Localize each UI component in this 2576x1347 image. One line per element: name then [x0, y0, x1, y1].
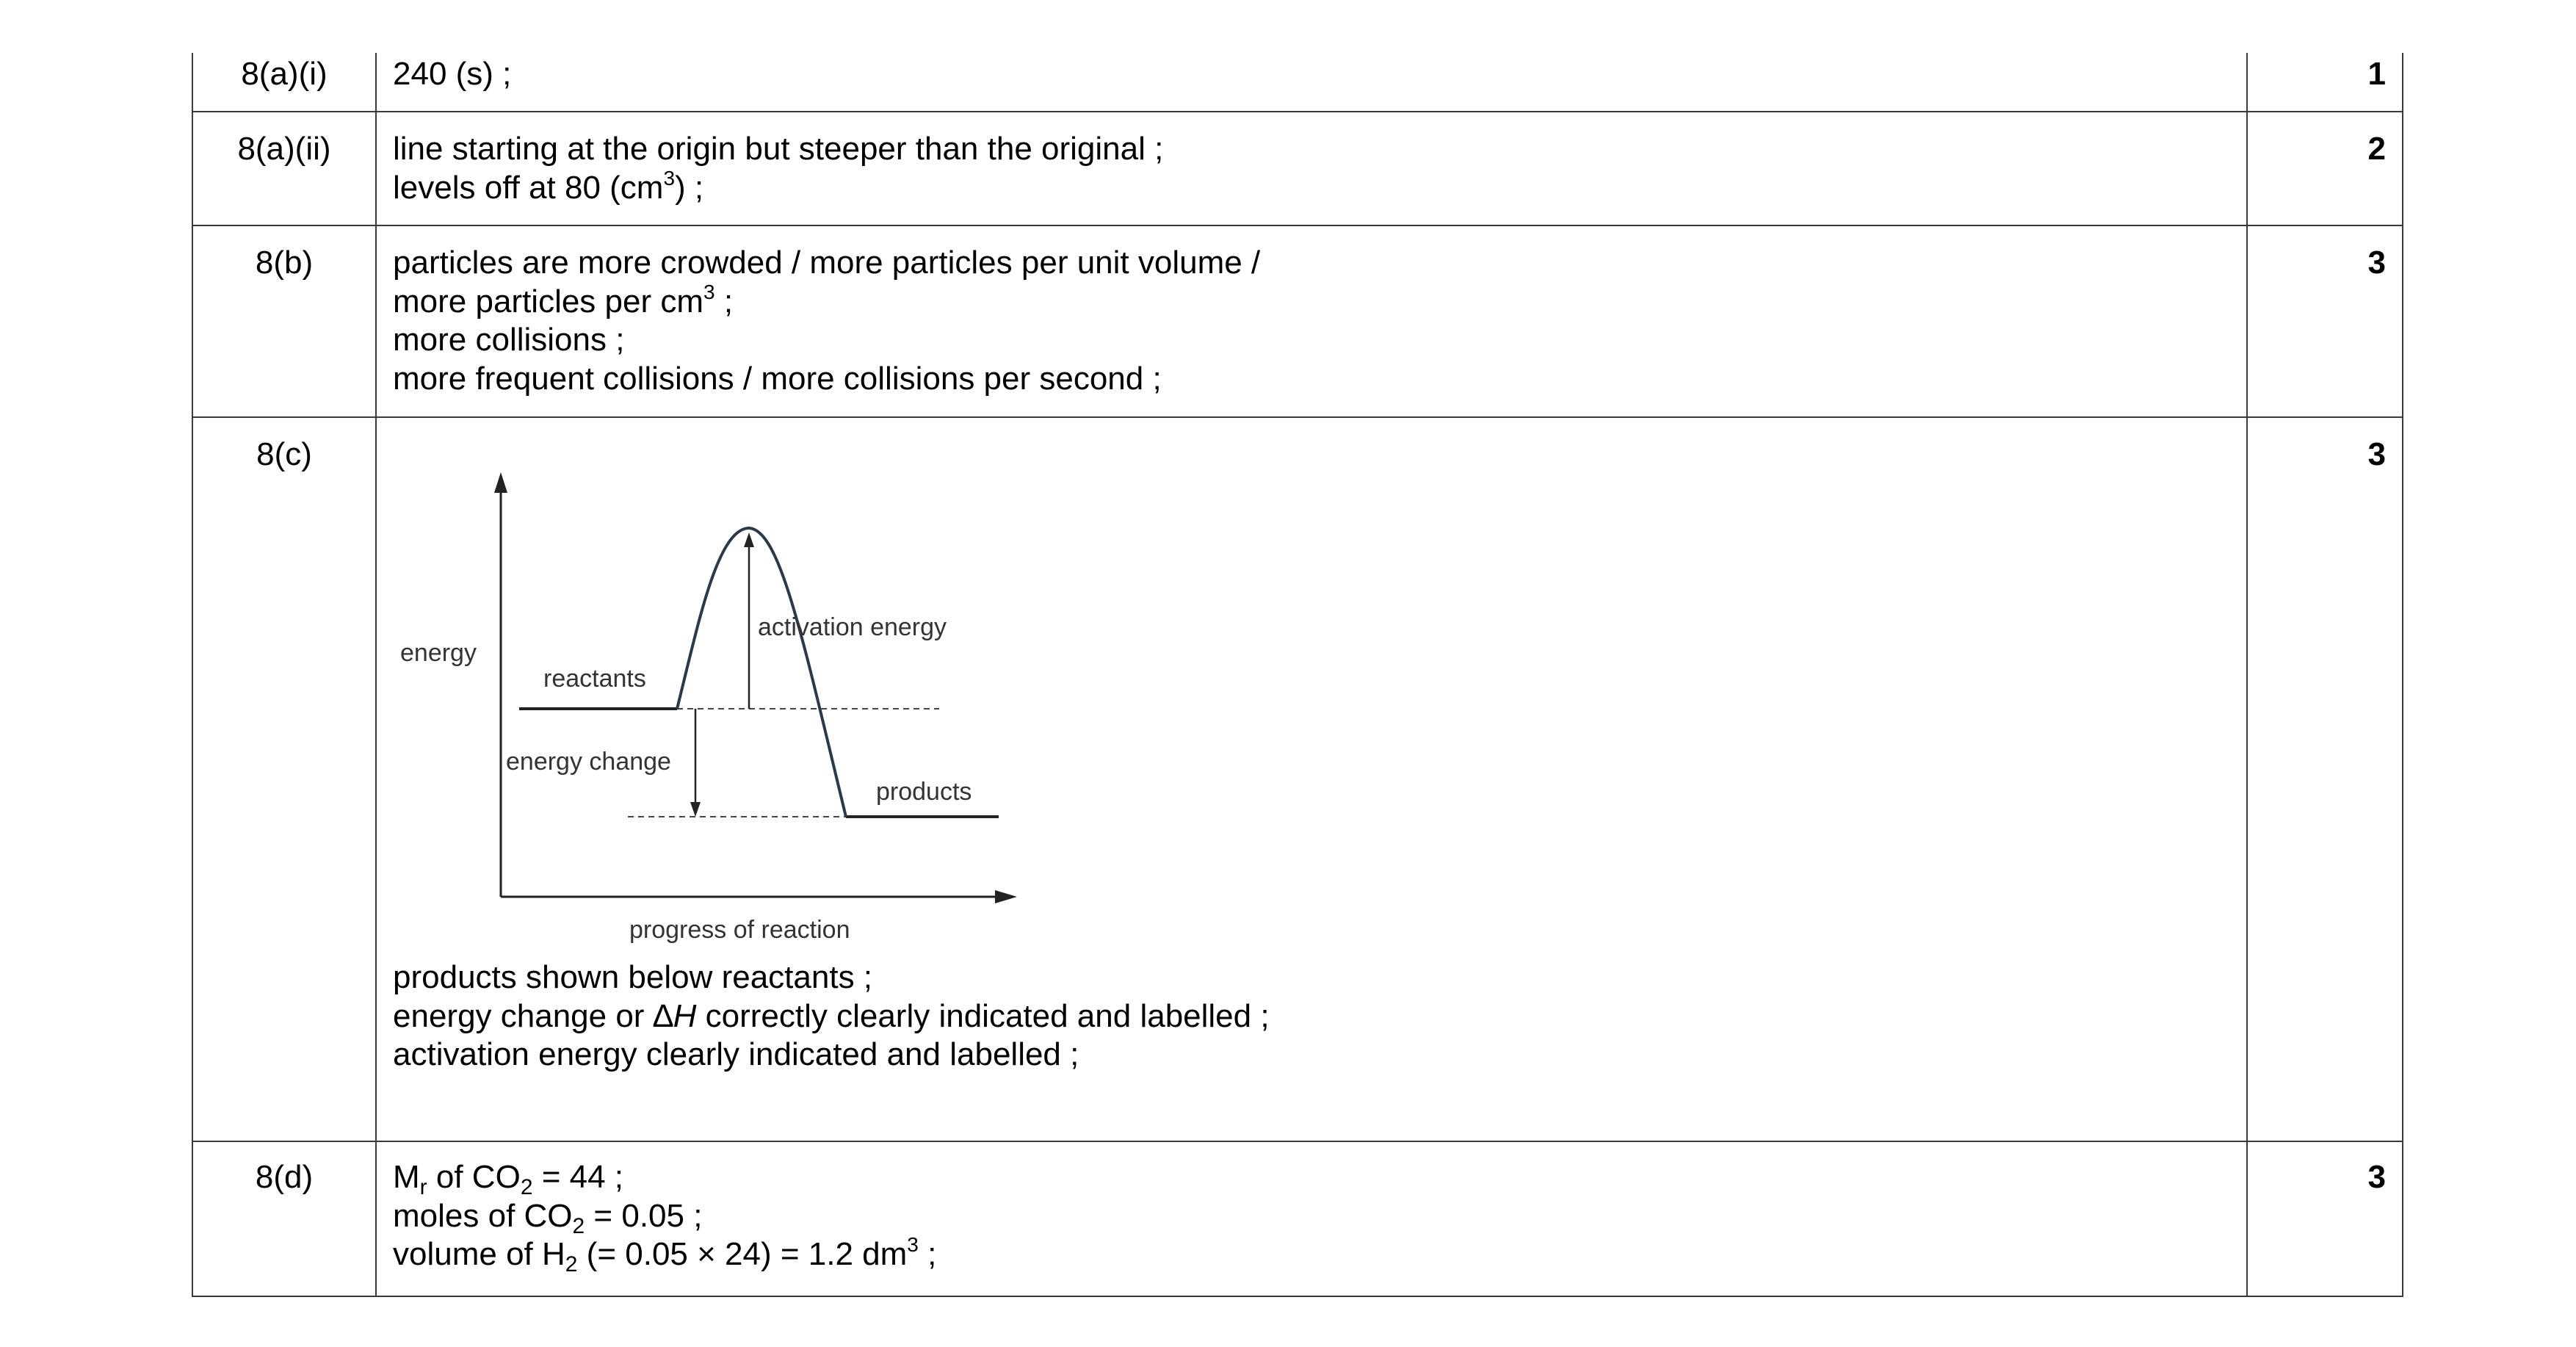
answer-line	[393, 166, 2246, 208]
answer-text: ) ;	[675, 169, 704, 206]
answer-text: energy change or ∆	[393, 997, 673, 1034]
marks-value: 3	[2367, 436, 2386, 472]
answer-text: M	[393, 1159, 420, 1195]
x-axis-label: progress of reaction	[629, 916, 850, 944]
marks-cell	[2247, 225, 2403, 417]
y-axis-label: energy	[400, 639, 477, 667]
answer-cell	[376, 112, 2247, 225]
marks-value: 1	[2367, 56, 2386, 92]
superscript: 3	[703, 280, 715, 303]
answer-line: line starting at the origin but steeper than the original ;	[393, 131, 1164, 167]
answer-text: levels off at 80 (cm	[393, 169, 664, 206]
subscript: 2	[565, 1252, 578, 1276]
question-number: 8(d)	[255, 1159, 314, 1195]
energy-profile-diagram	[394, 422, 1055, 948]
question-number: 8(b)	[255, 245, 314, 281]
marks-cell	[2247, 417, 2403, 1141]
question-number: 8(a)(i)	[241, 56, 328, 92]
y-axis-arrowhead	[494, 472, 507, 493]
answer-line: activation energy clearly indicated and labelled ;	[393, 1036, 1079, 1072]
answer-line	[393, 1235, 2246, 1274]
answer-line: products shown below reactants ;	[393, 959, 873, 995]
question-number-cell	[192, 1141, 376, 1296]
answer-line	[393, 997, 2246, 1036]
answer-line: particles are more crowded / more particles per unit volume /	[393, 245, 1261, 281]
answer-text: correctly clearly indicated and labelled ;	[696, 997, 1270, 1034]
answer-line	[393, 280, 2246, 322]
question-number-cell	[192, 112, 376, 225]
question-number: 8(a)(ii)	[237, 131, 331, 167]
answer-line: more collisions ;	[393, 322, 625, 358]
question-number-cell	[192, 225, 376, 417]
answer-cell	[376, 1141, 2247, 1296]
products-label: products	[876, 778, 972, 806]
mark-scheme-row	[192, 112, 2403, 225]
answer-text: volume of H	[393, 1236, 565, 1272]
mark-scheme-row	[192, 417, 2403, 1141]
question-number-cell	[192, 53, 376, 112]
subscript: 2	[520, 1175, 533, 1199]
answer-line: more frequent collisions / more collisions per second ;	[393, 360, 1162, 397]
answer-text: = 0.05 ;	[585, 1197, 703, 1234]
subscript: 2	[572, 1213, 585, 1238]
marks-cell	[2247, 53, 2403, 112]
subscript: r	[419, 1175, 427, 1199]
answer-line	[393, 1197, 2246, 1236]
marks-cell	[2247, 1141, 2403, 1296]
question-number-cell	[192, 417, 376, 1141]
superscript: 3	[663, 166, 676, 189]
answer-text: ;	[714, 283, 734, 319]
answer-cell	[376, 53, 2247, 112]
activation-energy-label: activation energy	[758, 613, 947, 641]
energy-change-label: energy change	[506, 748, 671, 776]
mark-scheme-table	[192, 53, 2403, 1297]
answer-line	[393, 1158, 2246, 1197]
marks-value: 3	[2367, 1159, 2386, 1195]
superscript: 3	[907, 1233, 919, 1256]
mark-scheme-row	[192, 225, 2403, 417]
question-number: 8(c)	[256, 436, 312, 472]
energy-curve	[677, 528, 846, 817]
mark-scheme-row	[192, 1141, 2403, 1296]
answer-text: ;	[918, 1236, 937, 1272]
reactants-label: reactants	[543, 665, 646, 693]
marks-value: 2	[2367, 131, 2386, 167]
x-axis-arrowhead	[995, 890, 1017, 903]
answer-text: more particles per cm	[393, 283, 704, 319]
answer-cell	[376, 225, 2247, 417]
marks-value: 3	[2367, 245, 2386, 281]
activation-energy-arrowhead	[744, 532, 754, 547]
answer-text: = 44 ;	[532, 1159, 624, 1195]
mark-scheme-row	[192, 53, 2403, 112]
energy-change-arrowhead	[690, 802, 701, 817]
answer-line: 240 (s) ;	[393, 56, 512, 92]
italic-symbol: H	[673, 997, 697, 1034]
answer-text: moles of CO	[393, 1197, 573, 1234]
answer-text: (= 0.05 × 24) = 1.2 dm	[577, 1236, 908, 1272]
marks-cell	[2247, 112, 2403, 225]
answer-text: of CO	[427, 1159, 521, 1195]
answer-cell	[376, 417, 2247, 1141]
